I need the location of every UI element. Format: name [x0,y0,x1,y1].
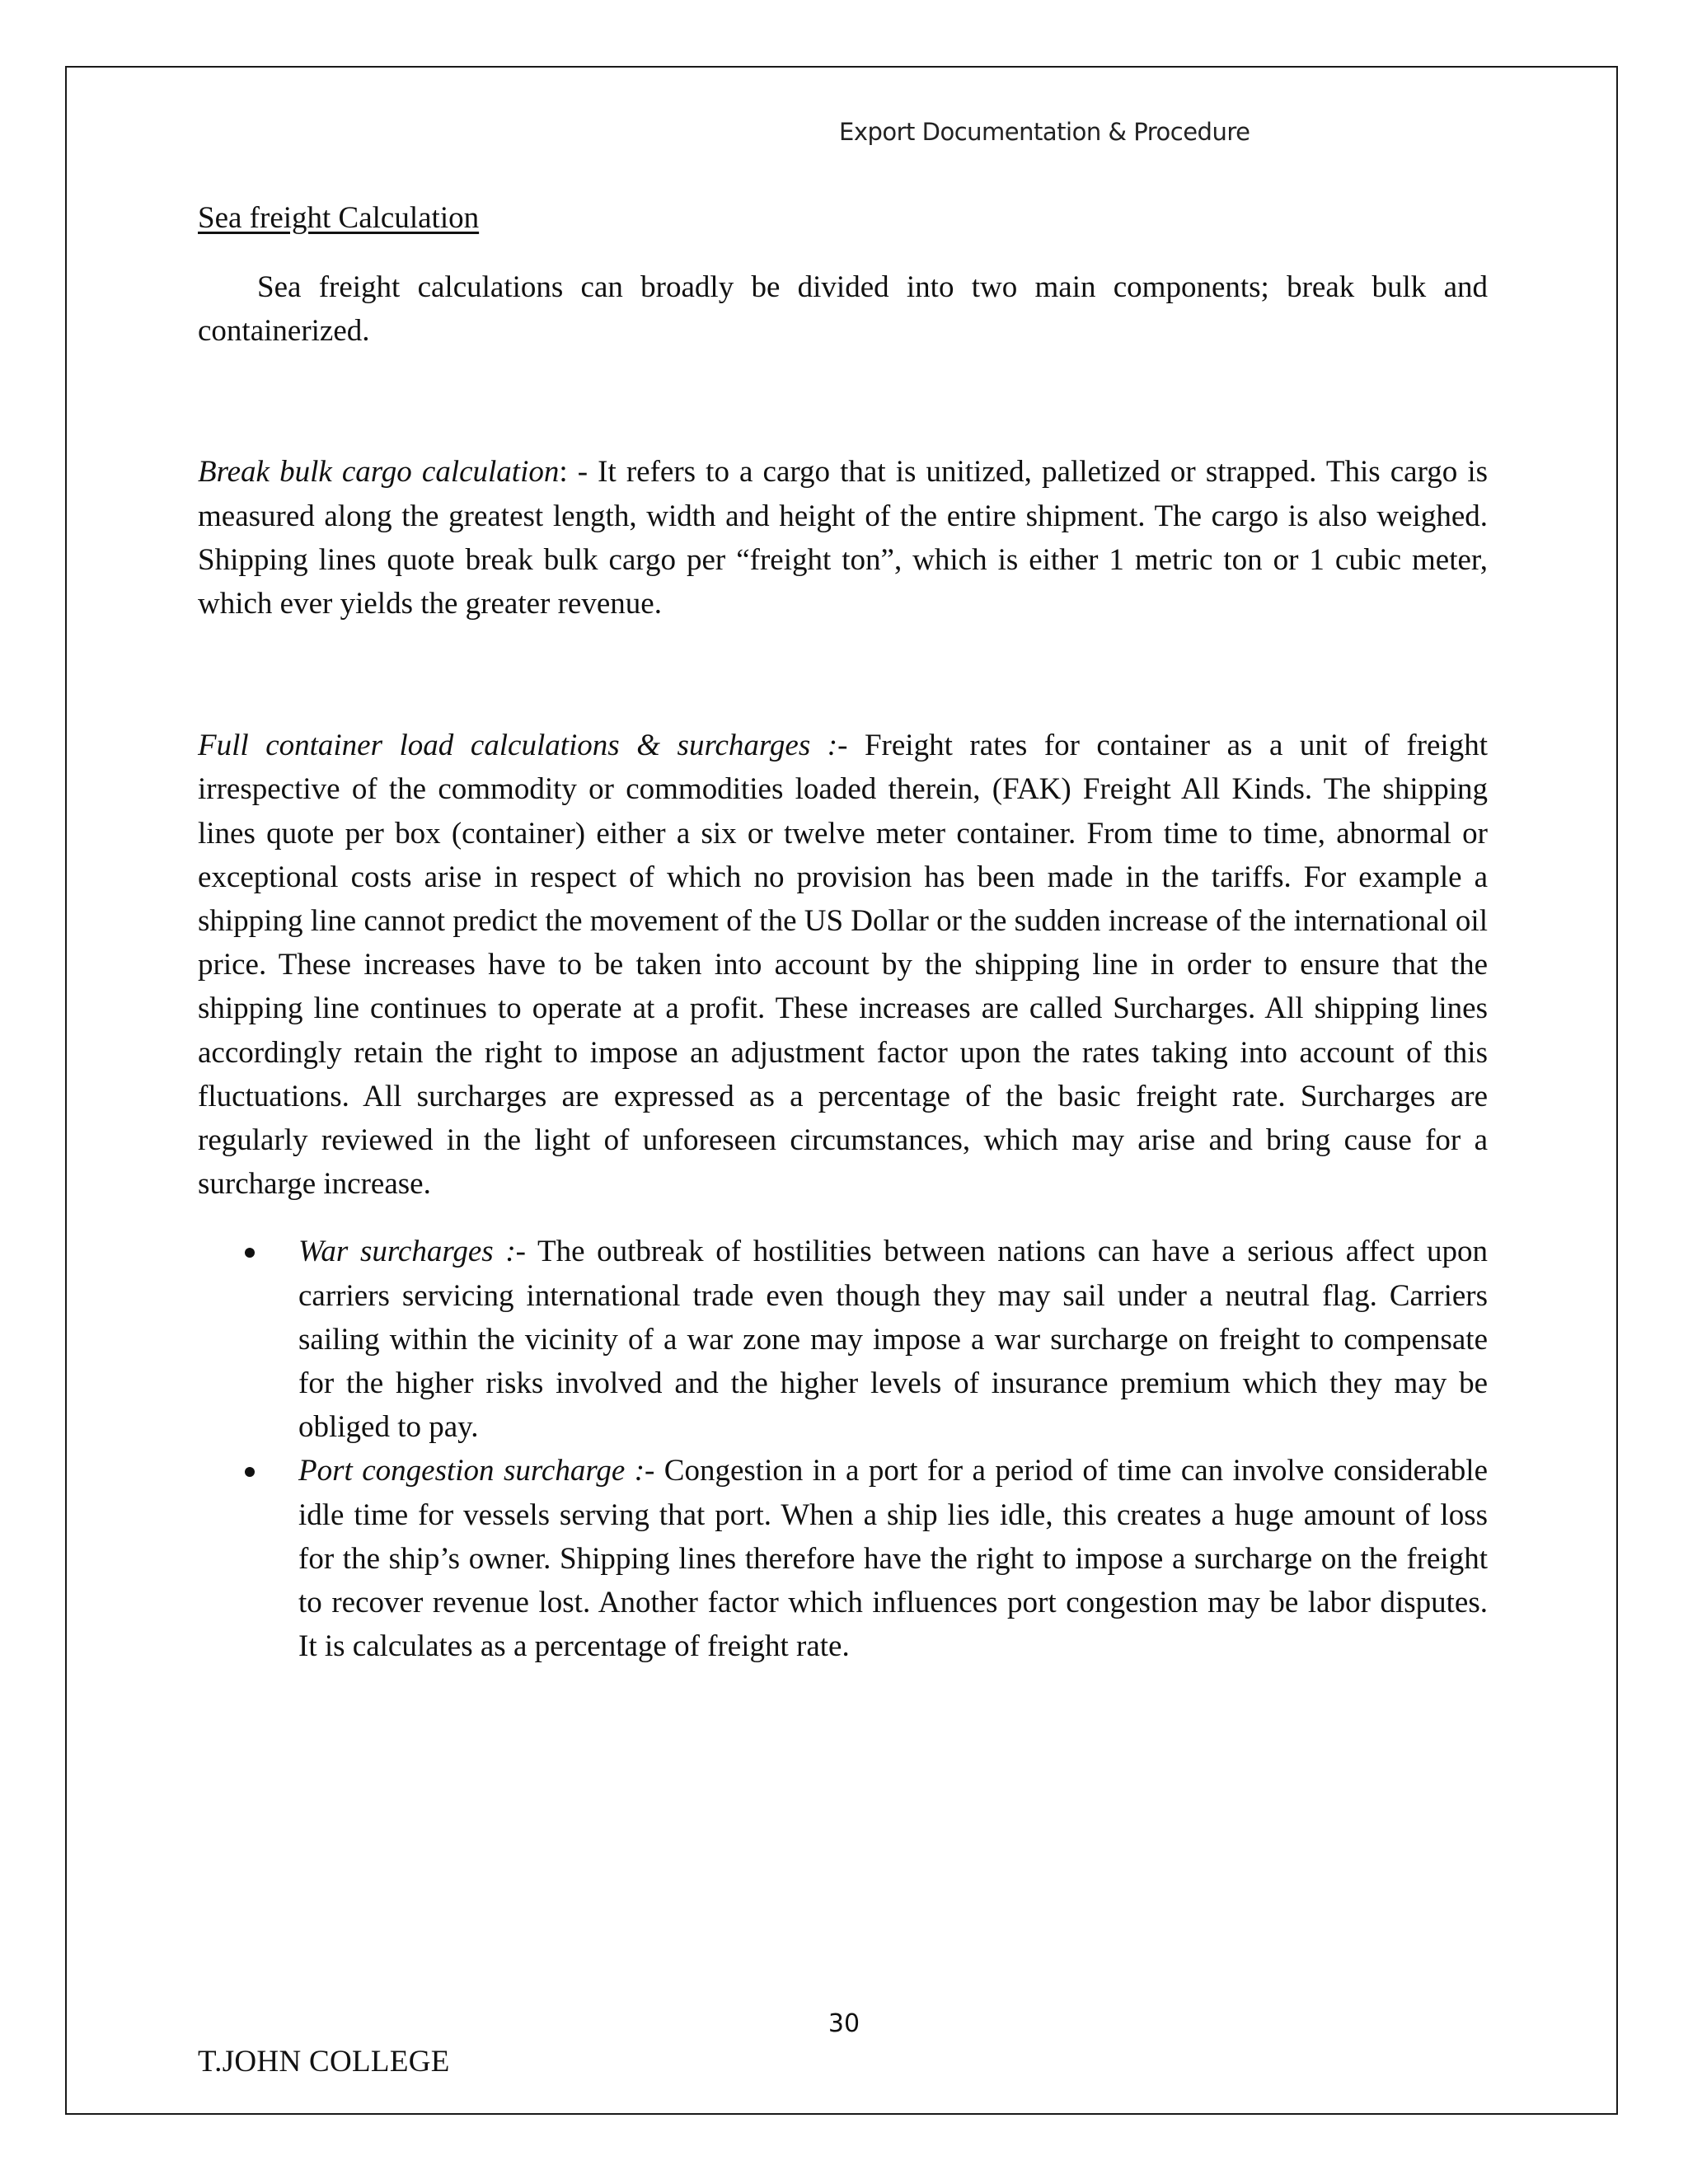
port-congestion-term: Port congestion surcharge : [298,1454,645,1488]
surcharge-list [198,1230,1488,1668]
footer-college-name: T.JOHN COLLEGE [198,2045,450,2079]
full-container-text: - Freight rates for container as a unit of freight irrespective of the commodity or commodities loaded therein, (FAK) Freight All Kinds. The shipping lines quote per box (container) either a six or twelve meter container. From time to time, abnormal or exceptional costs arise in respect of which no provision has been made in the tariffs. For example a shipping line cannot predict the movement of the US Dollar or the sudden increase of the international oil price. These increases have to be taken into account by the shipping line in order to ensure that the shipping line continues to operate at a profit. These increases are called Surcharges. All shipping lines accordingly retain the right to impose an adjustment factor upon the rates taking into account of this fluctuations. All surcharges are expressed as a percentage of the basic freight rate. Surcharges are regularly reviewed in the light of unforeseen circumstances, which may arise and bring cause for a surcharge increase. [198,729,1488,1202]
full-container-paragraph [198,724,1488,1206]
page-number: 30 [828,2009,860,2038]
bullet-icon [245,1467,255,1477]
full-container-term: Full container load calculations & surcharges : [198,729,838,763]
war-surcharge-term: War surcharges : [298,1235,516,1269]
intro-paragraph: Sea freight calculations can broadly be divided into two main components; break bulk and containerized. [198,270,1488,349]
list-item-war-surcharge [198,1230,1488,1449]
section-title: Sea freight Calculation [198,201,480,235]
list-item-port-congestion-surcharge [198,1449,1488,1668]
running-header: Export Documentation & Procedure [839,118,1250,146]
break-bulk-term: Break bulk cargo calculation [198,455,560,490]
port-congestion-text: - Congestion in a port for a period of time can involve considerable idle time for vessels serving that port. When a ship lies idle, this creates a huge amount of loss for the ship’s owner. Shipping lines therefore have the right to impose a surcharge on the freight to recover revenue lost. Another factor which influences port congestion may be labor disputes. It is calculates as a percentage of freight rate. [298,1454,1488,1664]
war-surcharge-text: - The outbreak of hostilities between nations can have a serious affect upon carriers servicing international trade even though they may sail under a neutral flag. Carriers sailing within the vicinity of a war zone may impose a war surcharge on freight to compensate for the higher risks involved and the higher levels of insurance premium which they may be obliged to pay. [298,1235,1488,1445]
bullet-icon [245,1248,255,1258]
break-bulk-paragraph [198,450,1488,626]
break-bulk-text: : - It refers to a cargo that is unitized, palletized or strapped. This cargo is measured along the greatest length, width and height of the entire shipment. The cargo is also weighed. Shipping lines quote break bulk cargo per “freight ton”, which is either 1 metric ton or 1 cubic meter, which ever yields the greater revenue. [198,455,1488,621]
page-content [198,196,1488,1668]
